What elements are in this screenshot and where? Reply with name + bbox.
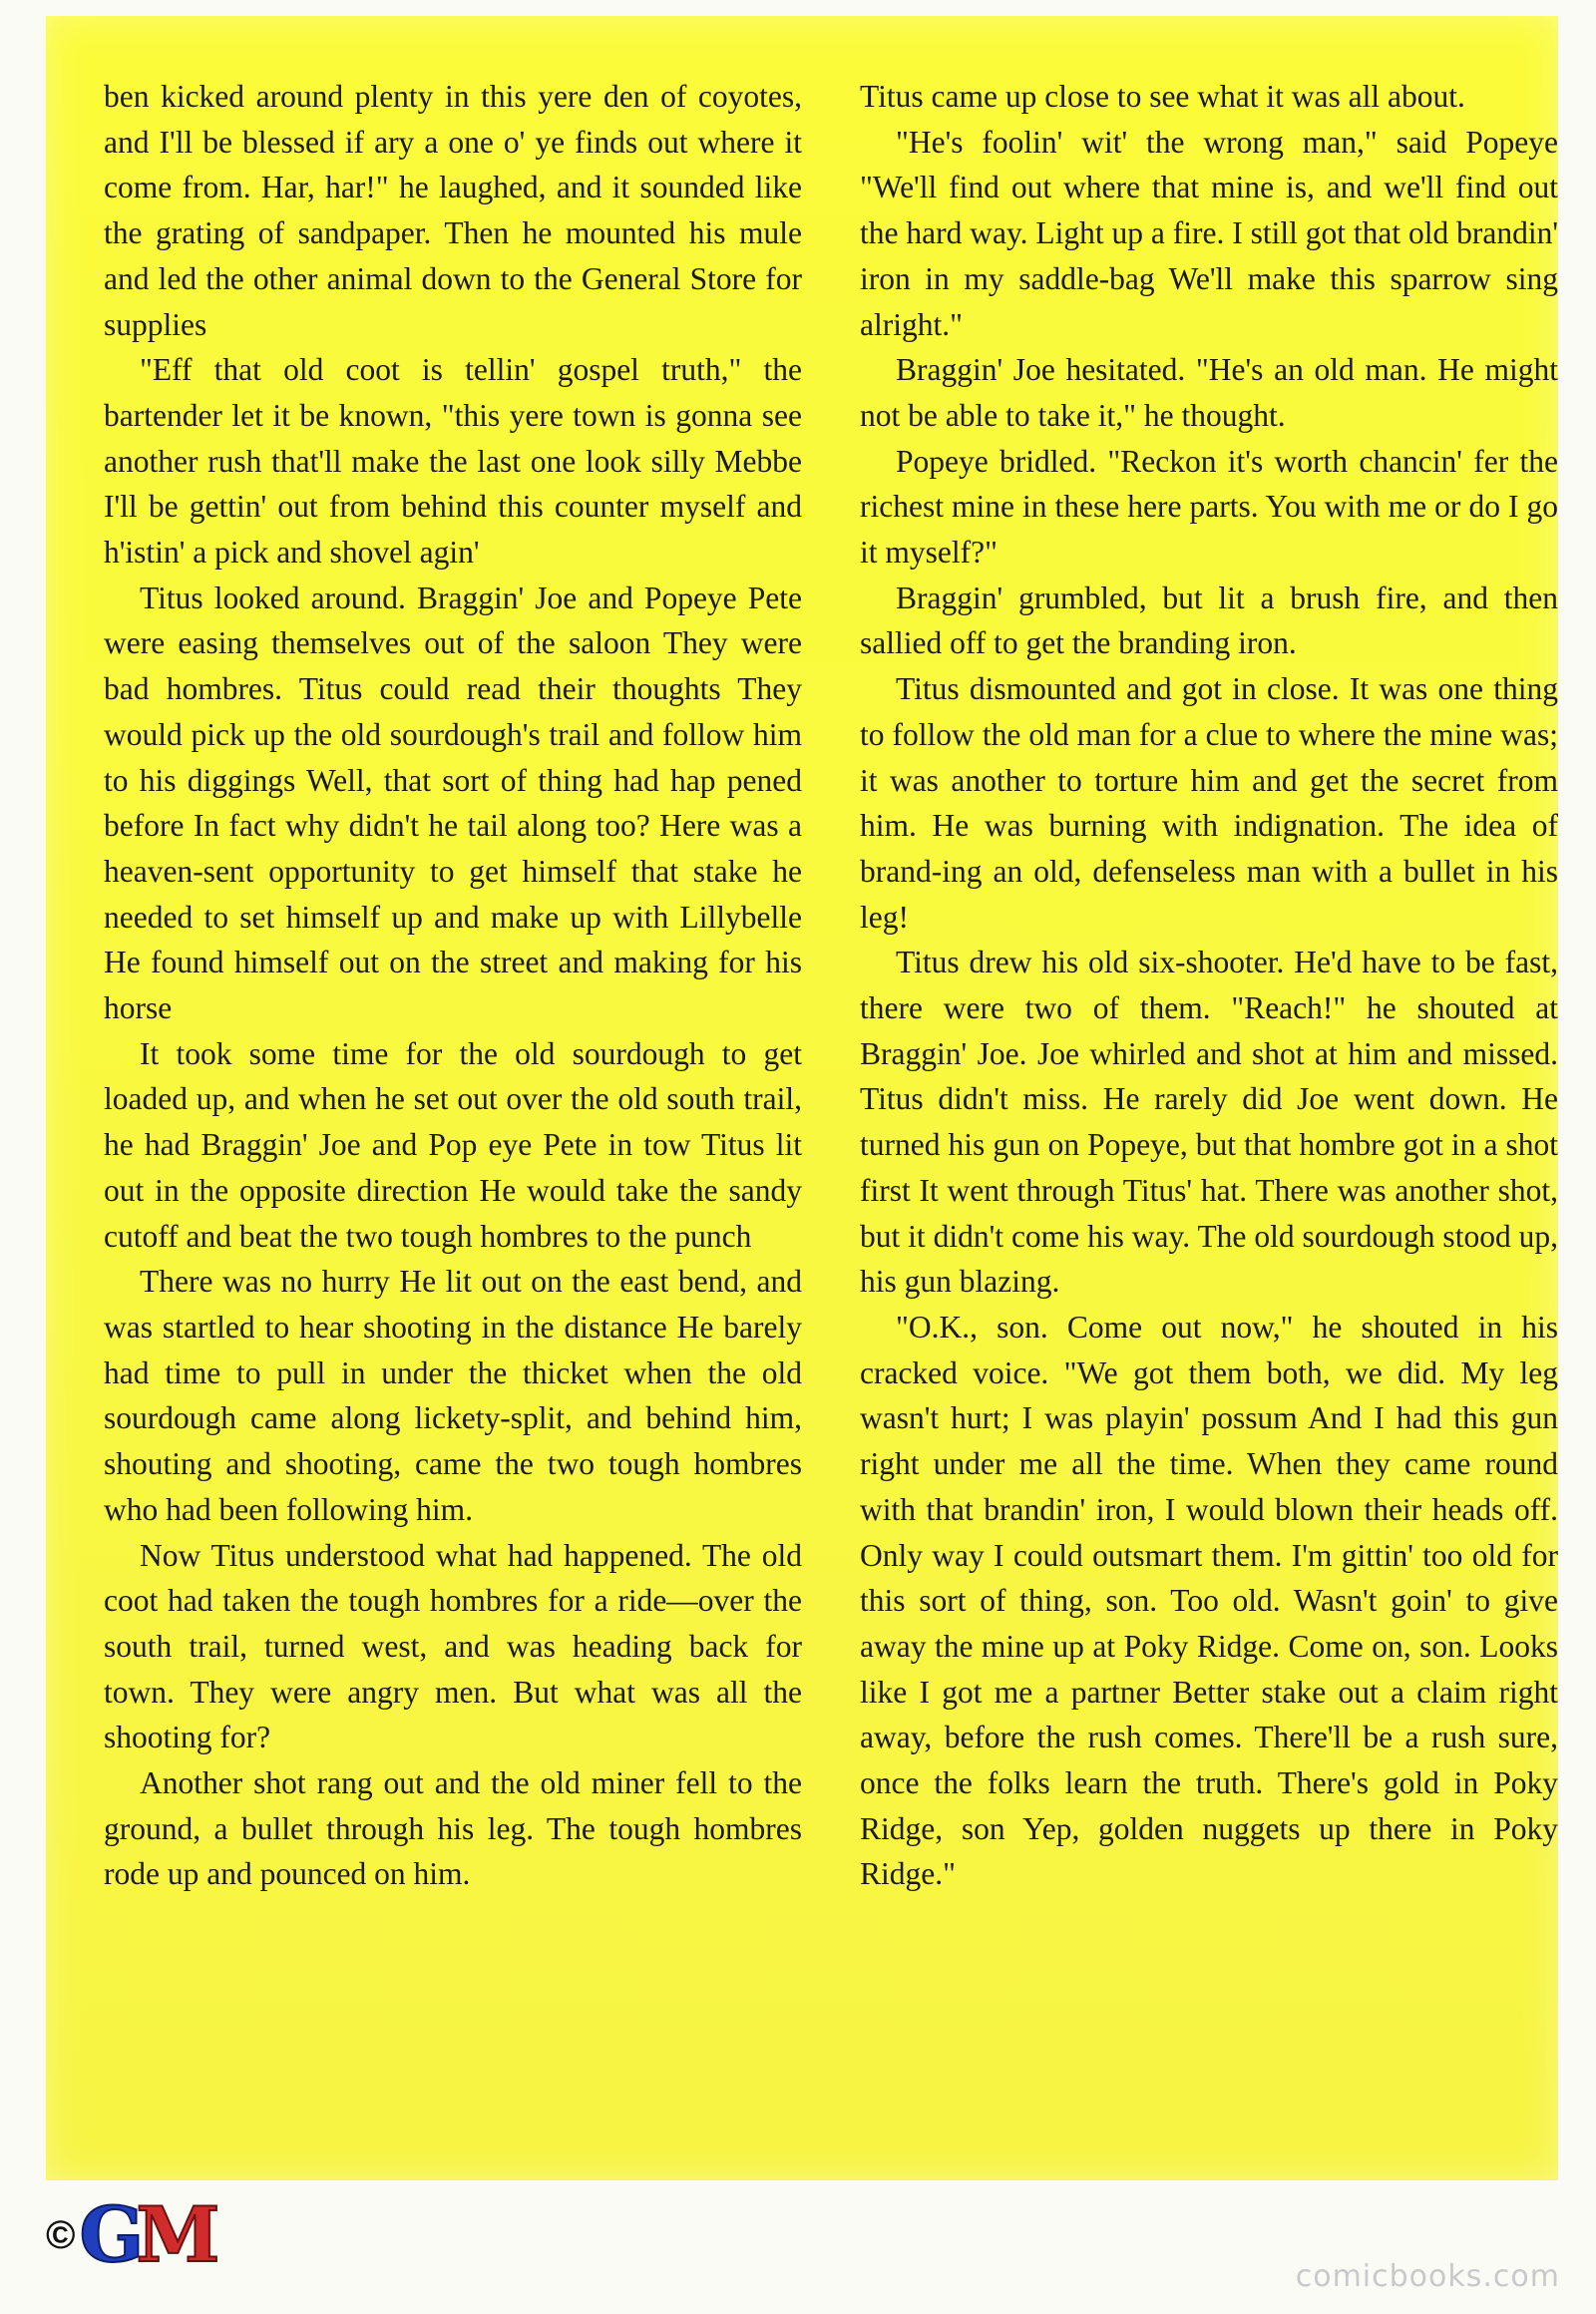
paragraph: Titus dismounted and got in close. It was one thing to follow the old man for a clue to where the mine was; it was another to torture him and get the secret from him. He was burning with indignation. The idea of brand-ing an old, defenseless man with a bullet in his leg! xyxy=(860,671,1558,935)
paragraph: Titus looked around. Braggin' Joe and Popeye Pete were easing themselves out of the saloon They were bad hombres. Titus could read their thoughts They would pick up the old sourdough's trail and follow him to his diggings Well, that sort of thing had hap pened before In fact why didn't he tail along too? Here was a heaven-sent opportunity to get himself that stake he needed to set himself up and make up with Lillybelle He found himself out on the street and making for his horse xyxy=(104,579,802,1026)
left-column xyxy=(104,74,802,1897)
paragraph: Braggin' grumbled, but lit a brush fire, and then sallied off to get the branding iron. xyxy=(860,579,1558,661)
paragraph: ben kicked around plenty in this yere den of coyotes, and I'll be blessed if ary a one o' ye finds out where it come from. Har, har!" he laughed, and it sounded like the grating of sandpaper. Then he mounted his mule and led the other animal down to the General Store for supplies xyxy=(104,79,802,342)
paragraph: Now Titus understood what had happened. The old coot had taken the tough hombres for a ride—over the south trail, turned west, and was heading back for town. They were angry men. But what was all the shooting for? xyxy=(104,1537,802,1755)
paragraph: Titus came up close to see what it was all about. xyxy=(860,79,1465,114)
paragraph: "O.K., son. Come out now," he shouted in his cracked voice. "We got them both, we did. My leg wasn't hurt; I was playin' possum And I had this gun right under me all the time. When they came round with that brandin' iron, I would blown their heads off. Only way I could outsmart them. I'm gittin' too old for this sort of thing, son. Too old. Wasn't goin' to give away the mine up at Poky Ridge. Come on, son. Looks like I got me a partner Better stake out a claim right away, before the rush comes. There'll be a rush sure, once the folks learn the truth. There's gold in Poky Ridge, son Yep, golden nuggets up there in Poky Ridge." xyxy=(860,1309,1558,1892)
gm-logo-icon xyxy=(79,2190,212,2279)
paragraph: Braggin' Joe hesitated. "He's an old man. He might not be able to take it," he thought. xyxy=(860,352,1558,433)
right-column xyxy=(860,74,1558,1897)
copyright-logo xyxy=(46,2190,212,2280)
logo-letter-m: M xyxy=(136,2190,212,2279)
paragraph: Another shot rang out and the old miner fell to the ground, a bullet through his leg. The tough hombres rode up and pounced on him. xyxy=(104,1765,802,1892)
logo-letter-g: G xyxy=(79,2190,137,2279)
text-panel xyxy=(46,16,1558,2180)
paragraph: There was no hurry He lit out on the east bend, and was startled to hear shooting in the distance He barely had time to pull in under the thicket when the old sourdough came along lickety-split, and behind him, shouting and shooting, came the two tough hombres who had been following him. xyxy=(104,1264,802,1527)
watermark: comicbooks.com xyxy=(1295,2259,1560,2294)
paragraph: It took some time for the old sourdough to get loaded up, and when he set out over the old south trail, he had Braggin' Joe and Pop eye Pete in tow Titus lit out in the opposite direction He would take the sandy cutoff and beat the two tough hombres to the punch xyxy=(104,1035,802,1254)
paragraph: Popeye bridled. "Reckon it's worth chancin' fer the richest mine in these here parts. You with me or do I go it myself?" xyxy=(860,443,1558,571)
paragraph: Titus drew his old six-shooter. He'd have to be fast, there were two of them. "Reach!" he shouted at Braggin' Joe. Joe whirled and shot at him and missed. Titus didn't miss. He rarely did Joe went down. He turned his gun on Popeye, but that hombre got in a shot first It went through Titus' hat. There was another shot, but it didn't come his way. The old sourdough stood up, his gun blazing. xyxy=(860,945,1558,1300)
paragraph: "He's foolin' wit' the wrong man," said Popeye "We'll find out where that mine is, and we'll find out the hard way. Light up a fire. I still got that old brandin' iron in my saddle-bag We'll make this sparrow sing alright." xyxy=(860,124,1558,342)
copyright-symbol: © xyxy=(46,2212,76,2257)
paragraph: "Eff that old coot is tellin' gospel truth," the bartender let it be known, "this yere town is gonna see another rush that'll make the last one look silly Mebbe I'll be gettin' out from behind this counter myself and h'istin' a pick and shovel agin' xyxy=(104,352,802,571)
